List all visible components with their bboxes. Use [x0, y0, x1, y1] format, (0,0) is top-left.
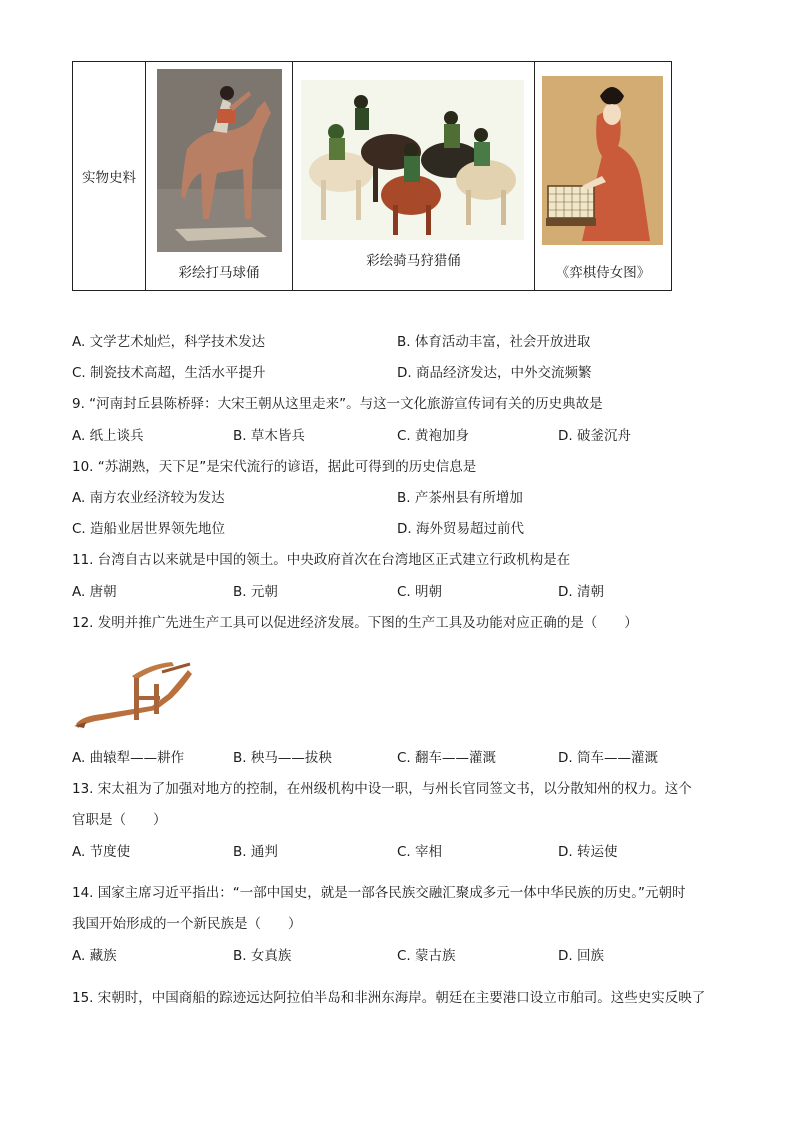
q14-stem-line1: 14. 国家主席习近平指出：“一部中国史，就是一部各民族交融汇聚成多元一体中华民族的历史。”元朝时	[72, 885, 686, 901]
go-painting-caption: 《弈棋侍女图》	[555, 265, 651, 281]
q14-option-c: C. 蒙古族	[397, 948, 456, 964]
q9-option-d: D. 破釜沉舟	[558, 428, 631, 444]
polo-figure-cell	[146, 62, 293, 291]
q8-option-d: D. 商品经济发达，中外交流频繁	[397, 365, 592, 381]
weiqi-lady-painting-image	[542, 76, 663, 245]
q10-option-a: A. 南方农业经济较为发达	[72, 490, 225, 506]
q15-stem: 15. 宋朝时，中国商船的踪迹远达阿拉伯半岛和非洲东海岸。朝廷在主要港口设立市舶司。这些史实反映了	[72, 990, 706, 1006]
q13-option-b: B. 通判	[233, 844, 278, 860]
q13-option-d: D. 转运使	[558, 844, 618, 860]
hunting-riders-figurines-image	[301, 80, 524, 240]
q9-option-c: C. 黄袍加身	[397, 428, 470, 444]
hunting-figure-cell	[293, 62, 535, 291]
q11-stem: 11. 台湾自古以来就是中国的领土。中央政府首次在台湾地区正式建立行政机构是在	[72, 552, 571, 568]
source-table	[72, 61, 672, 291]
row-label-cell	[73, 62, 146, 291]
q8-option-c: C. 制瓷技术高超，生活水平提升	[72, 365, 266, 381]
q14-option-d: D. 回族	[558, 948, 604, 964]
polo-figure-caption: 彩绘打马球俑	[178, 265, 260, 281]
q11-option-a: A. 唐朝	[72, 584, 117, 600]
q11-option-b: B. 元朝	[233, 584, 278, 600]
q11-option-c: C. 明朝	[397, 584, 443, 600]
q14-stem-line2: 我国开始形成的一个新民族是（ ）	[72, 916, 302, 932]
q12-stem: 12. 发明并推广先进生产工具可以促进经济发展。下图的生产工具及功能对应正确的是（ ）	[72, 615, 638, 631]
q12-option-a: A. 曲辕犁——耕作	[72, 750, 185, 766]
q13-option-c: C. 宰相	[397, 844, 443, 860]
q13-stem-line2: 官职是（ ）	[72, 812, 167, 828]
go-painting-cell	[535, 62, 672, 291]
q12-option-c: C. 翻车——灌溉	[397, 750, 497, 766]
q14-option-a: A. 藏族	[72, 948, 117, 964]
row-label: 实物史料	[82, 170, 136, 186]
q8-option-a: A. 文学艺术灿烂，科学技术发达	[72, 334, 266, 350]
q9-stem: 9. “河南封丘县陈桥驿：大宋王朝从这里走来”。与这一文化旅游宣传词有关的历史典故是	[72, 396, 603, 412]
q12-option-d: D. 筒车——灌溉	[558, 750, 658, 766]
hunting-figure-caption: 彩绘骑马狩猎俑	[366, 253, 461, 269]
q10-stem: 10. “苏湖熟，天下足”是宋代流行的谚语，据此可得到的历史信息是	[72, 459, 477, 475]
q12-option-b: B. 秧马——拔秧	[233, 750, 332, 766]
curved-plough-image	[72, 660, 194, 730]
q9-option-b: B. 草木皆兵	[233, 428, 305, 444]
polo-player-figurine-image	[157, 69, 282, 252]
q8-option-b: B. 体育活动丰富，社会开放进取	[397, 334, 591, 350]
q13-option-a: A. 节度使	[72, 844, 131, 860]
q11-option-d: D. 清朝	[558, 584, 604, 600]
q9-option-a: A. 纸上谈兵	[72, 428, 144, 444]
q13-stem-line1: 13. 宋太祖为了加强对地方的控制，在州级机构中设一职，与州长官同签文书，以分散知州的权力。这个	[72, 781, 692, 797]
q10-option-d: D. 海外贸易超过前代	[397, 521, 524, 537]
q10-option-c: C. 造船业居世界领先地位	[72, 521, 226, 537]
q10-option-b: B. 产茶州县有所增加	[397, 490, 523, 506]
q14-option-b: B. 女真族	[233, 948, 292, 964]
